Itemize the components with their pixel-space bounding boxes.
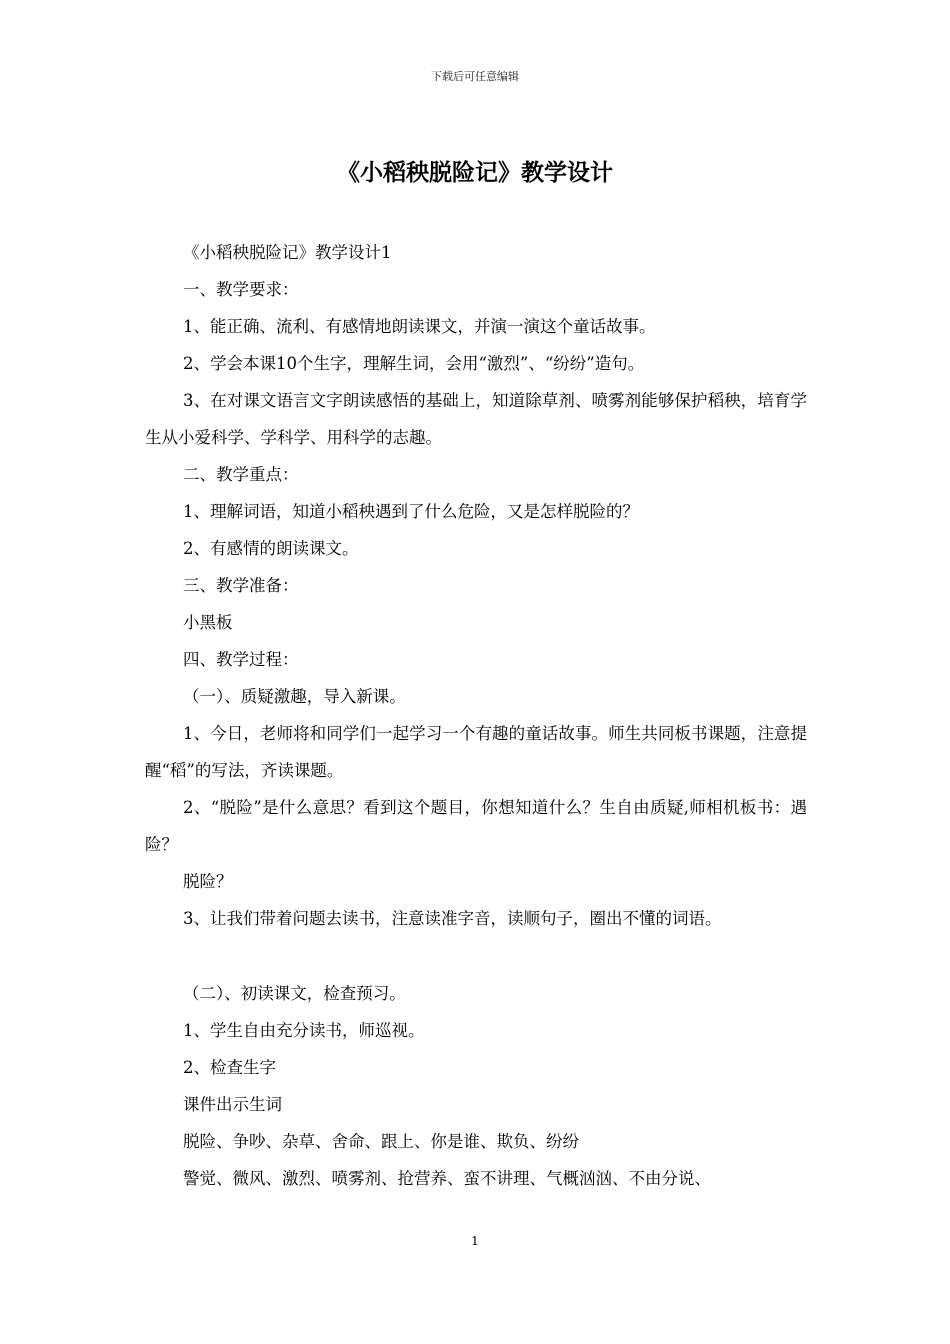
document-title: 《小稻秧脱险记》教学设计	[337, 160, 613, 186]
paragraph-section-heading: 二、教学重点：	[183, 465, 299, 484]
paragraph-section-heading: 一、教学要求：	[183, 280, 299, 299]
paragraph: 课件出示生词	[183, 1095, 282, 1114]
paragraph: 小黑板	[183, 613, 233, 632]
paragraph: 1、今日，老师将和同学们一起学习一个有趣的童话故事。师生共同板书课题，注意提醒“稻”的写法，齐读课题。	[145, 724, 807, 780]
paragraph-subheading: （二）、初读课文，检查预习。	[183, 984, 406, 1003]
paragraph: 2、有感情的朗读课文。	[183, 539, 359, 558]
document-body	[145, 234, 807, 1197]
paragraph-section-heading: 三、教学准备：	[183, 576, 299, 595]
paragraph: 2、“脱险”是什么意思？看到这个题目，你想知道什么？生自由质疑,师相机板书：遇险？	[145, 798, 807, 854]
paragraph: 1、学生自由充分读书，师巡视。	[183, 1021, 425, 1040]
paragraph-subtitle: 《小稻秧脱险记》教学设计1	[183, 243, 392, 262]
header-note: 下载后可任意编辑	[431, 70, 519, 83]
paragraph-word-list: 脱险、争吵、杂草、舍命、跟上、你是谁、欺负、纷纷	[183, 1132, 579, 1151]
paragraph-word-list: 警觉、微风、激烈、喷雾剂、抢营养、蛮不讲理、气概汹汹、不由分说、	[183, 1169, 711, 1188]
paragraph: 1、能正确、流利、有感情地朗读课文，并演一演这个童话故事。	[183, 317, 656, 336]
paragraph: 3、让我们带着问题去读书，注意读准字音，读顺句子，圈出不懂的词语。	[183, 909, 722, 928]
paragraph: 2、检查生字	[183, 1058, 276, 1077]
blank-line	[145, 937, 807, 975]
paragraph: 1、理解词语，知道小稻秧遇到了什么危险，又是怎样脱险的？	[183, 502, 639, 521]
paragraph: 3、在对课文语言文字朗读感悟的基础上，知道除草剂、喷雾剂能够保护稻秧，培育学生从小爱科学、学科学、用科学的志趣。	[145, 391, 807, 447]
paragraph: 脱险？	[183, 872, 233, 891]
page-number: 1	[471, 1234, 479, 1248]
paragraph-subheading: （一）、质疑激趣，导入新课。	[183, 687, 406, 706]
paragraph-section-heading: 四、教学过程：	[183, 650, 299, 669]
paragraph: 2、学会本课10个生字，理解生词，会用“激烈”、“纷纷”造句。	[183, 354, 645, 373]
